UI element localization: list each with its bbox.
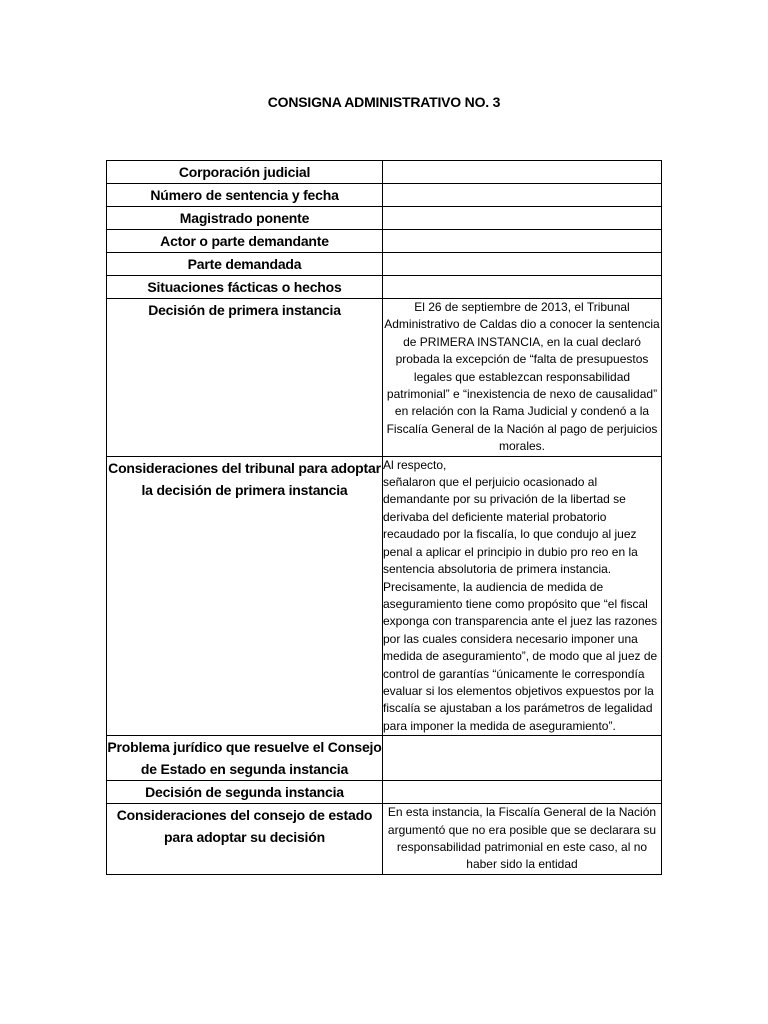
row-value-consideraciones-consejo: En esta instancia, la Fiscalía General de la Nación argumentó que no era posible que se declarara su responsabilidad patrimonial en este caso, al no haber sido la entidad <box>383 804 662 875</box>
consideraciones-body: señalaron que el perjuicio ocasionado al demandante por su privación de la libertad se derivaba del deficiente material probatorio recaudado por la fiscalía, lo que condujo al juez penal a aplicar el principio in dubio pro reo en la sentencia absolutoria de primera instancia. Precisamente, la audiencia de medida de aseguramiento tiene como propósito que “el fiscal exponga con transparencia ante el juez las razones por las cuales considera necesario imponer una medida de aseguramiento”, de modo que al juez de control de garantías “únicamente le correspondía evaluar si los elementos objetivos expuestos por la fiscalía se ajustaban a los parámetros de legalidad para imponer la medida de aseguramiento”. <box>383 475 658 733</box>
row-label-parte-demandada: Parte demandada <box>107 253 383 276</box>
table-row <box>107 299 662 457</box>
table-row <box>107 276 662 299</box>
row-value-problema-juridico[interactable] <box>383 736 662 781</box>
row-value-magistrado[interactable] <box>383 207 662 230</box>
row-label-consideraciones-tribunal: Consideraciones del tribunal para adoptar la decisión de primera instancia <box>107 456 383 736</box>
row-label-hechos: Situaciones fácticas o hechos <box>107 276 383 299</box>
row-value-corporacion[interactable] <box>383 161 662 184</box>
row-value-parte-demandada[interactable] <box>383 253 662 276</box>
table-row <box>107 456 662 736</box>
table-row <box>107 253 662 276</box>
row-label-decision-primera: Decisión de primera instancia <box>107 299 383 457</box>
table-row <box>107 184 662 207</box>
row-label-magistrado: Magistrado ponente <box>107 207 383 230</box>
row-label-problema-juridico: Problema jurídico que resuelve el Consejo de Estado en segunda instancia <box>107 736 383 781</box>
row-value-actor[interactable] <box>383 230 662 253</box>
table-row <box>107 781 662 804</box>
table-row <box>107 230 662 253</box>
table-row <box>107 804 662 875</box>
row-value-numero-sentencia[interactable] <box>383 184 662 207</box>
page-title: CONSIGNA ADMINISTRATIVO NO. 3 <box>267 94 501 110</box>
row-value-decision-primera: El 26 de septiembre de 2013, el Tribunal Administrativo de Caldas dio a conocer la sentencia de PRIMERA INSTANCIA, en la cual declaró probada la excepción de “falta de presupuestos legales que establezcan responsabilidad patrimonial” e “inexistencia de nexo de causalidad” en relación con la Rama Judicial y condenó a la Fiscalía General de la Nación al pago de perjuicios morales. <box>383 299 662 457</box>
row-label-corporacion: Corporación judicial <box>107 161 383 184</box>
row-value-hechos[interactable] <box>383 276 662 299</box>
row-label-actor: Actor o parte demandante <box>107 230 383 253</box>
row-value-consideraciones-tribunal <box>383 456 662 736</box>
row-label-numero-sentencia: Número de sentencia y fecha <box>107 184 383 207</box>
consigna-form-table <box>106 160 662 875</box>
row-label-decision-segunda: Decisión de segunda instancia <box>107 781 383 804</box>
row-value-decision-segunda[interactable] <box>383 781 662 804</box>
table-row <box>107 207 662 230</box>
consideraciones-intro: Al respecto, <box>383 457 447 472</box>
row-label-consideraciones-consejo: Consideraciones del consejo de estado para adoptar su decisión <box>107 804 383 875</box>
table-row <box>107 161 662 184</box>
table-row <box>107 736 662 781</box>
